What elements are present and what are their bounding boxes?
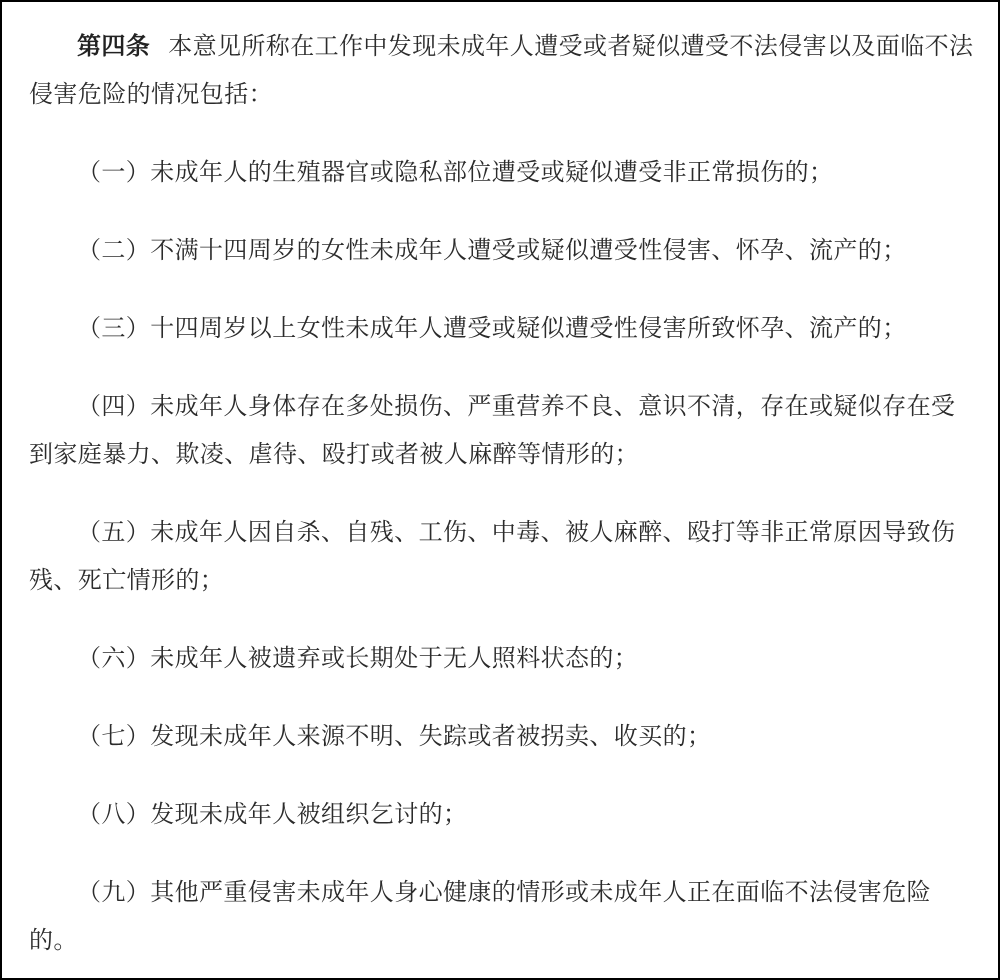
document-body — [29, 22, 975, 964]
article-number: 第四条 — [77, 32, 151, 60]
article-intro-paragraph — [29, 22, 975, 118]
article-intro-text: 本意见所称在工作中发现未成年人遭受或者疑似遭受不法侵害以及面临不法侵害危险的情况包括： — [29, 32, 974, 108]
list-item: （六）未成年人被遗弃或长期处于无人照料状态的； — [77, 644, 639, 672]
list-item: （三）十四周岁以上女性未成年人遭受或疑似遭受性侵害所致怀孕、流产的； — [77, 314, 907, 342]
list-item: （一）未成年人的生殖器官或隐私部位遭受或疑似遭受非正常损伤的； — [77, 158, 834, 186]
list-item: （五）未成年人因自杀、自残、工伤、中毒、被人麻醉、殴打等非正常原因导致伤残、死亡情形的； — [29, 518, 956, 594]
list-item: （四）未成年人身体存在多处损伤、严重营养不良、意识不清，存在或疑似存在受到家庭暴力、欺凌、虐待、殴打或者被人麻醉等情形的； — [29, 392, 956, 468]
list-item: （七）发现未成年人来源不明、失踪或者被拐卖、收买的； — [77, 722, 712, 750]
list-item: （二）不满十四周岁的女性未成年人遭受或疑似遭受性侵害、怀孕、流产的； — [77, 236, 907, 264]
list-item: （九）其他严重侵害未成年人身心健康的情形或未成年人正在面临不法侵害危险的。 — [29, 878, 931, 954]
list-item: （八）发现未成年人被组织乞讨的； — [77, 800, 468, 828]
